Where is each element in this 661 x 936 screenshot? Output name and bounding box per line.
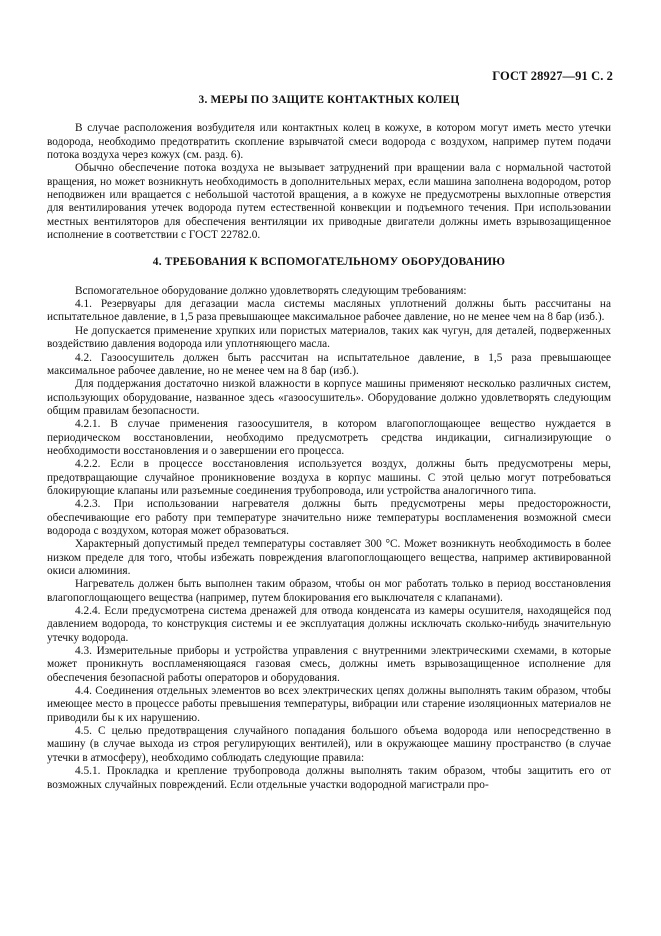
- paragraph: 4.3. Измерительные приборы и устройства управления с внутренними электрическими схемами, в которые может проникнуть воспламеняющаяся газовая смесь, должны иметь взрывозащищенное исполнение для обеспечения безопасной работы операторов и оборудования.: [47, 645, 611, 684]
- paragraph: 4.4. Соединения отдельных элементов во всех электрических цепях должны выполнять таким образом, чтобы имеющее место в процессе работы превышения температуры, вибрации или старение изоляционных материалов не приводили бы к их нарушению.: [47, 685, 611, 724]
- paragraph: 4.1. Резервуары для дегазации масла системы масляных уплотнений должны быть рассчитаны на испытательное давление, в 1,5 раза превышающее максимальное рабочее давление, но не менее чем на 8 бар (изб.).: [47, 298, 611, 324]
- paragraph: Обычно обеспечение потока воздуха не вызывает затруднений при вращении вала с нормальной частотой вращения, но может возникнуть необходимость в дополнительных мерах, если машина заполнена водородом, ротор неподвижен или вращается с небольшой частотой вращения, а в кожухе не предусмотрены выхлопные отверстия для вентилирования утечек водорода путем естественной конвекции и подъемного течения. При использовании местных вентиляторов для обеспечения вентиляции их приводные двигатели должны иметь взрывозащищенное исполнение в соответствии с ГОСТ 22782.0.: [47, 162, 611, 242]
- paragraph: 4.2.3. При использовании нагревателя должны быть предусмотрены меры предосторожности, обеспечивающие его работу при температуре значительно ниже температуры воспламенения возможной смеси водорода с воздухом, которая может образоваться.: [47, 498, 611, 537]
- paragraph: Вспомогательное оборудование должно удовлетворять следующим требованиям:: [75, 284, 467, 297]
- paragraph: 4.2.2. Если в процессе восстановления используется воздух, должны быть предусмотрены меры, предотвращающие случайное проникновение воздуха в корпус машины. С этой целью могут потребоваться блокирующие клапаны или разъемные соединения трубопровода, или устройства аналогичного типа.: [47, 458, 611, 497]
- running-header: ГОСТ 28927—91 С. 2: [492, 69, 613, 83]
- section-4-title: 4. ТРЕБОВАНИЯ К ВСПОМОГАТЕЛЬНОМУ ОБОРУДОВАНИЮ: [152, 256, 506, 269]
- paragraph: Не допускается применение хрупких или пористых материалов, таких как чугун, для деталей, подверженных воздействию давления водорода или уплотняющего масла.: [47, 324, 611, 351]
- paragraph: 4.2.4. Если предусмотрена система дренажей для отвода конденсата из камеры осушителя, находящейся под давлением водорода, то конструкция системы и ее эксплуатация должны исключать сколько-нибудь значительную утечку водорода.: [47, 605, 611, 644]
- paragraph: В случае расположения возбудителя или контактных колец в кожухе, в котором могут иметь место утечки водорода, необходимо предотвратить скопление взрывчатой смеси водорода с воздухом, например путем подачи потока воздуха через кожух (см. разд. 6).: [47, 122, 611, 162]
- paragraph: Характерный допустимый предел температуры составляет 300 °С. Может возникнуть необходимость в более низком пределе для того, чтобы избежать повреждения влагопоглощающего вещества, например активированной окиси алюминия.: [47, 538, 611, 577]
- section-3-title: 3. МЕРЫ ПО ЗАЩИТЕ КОНТАКТНЫХ КОЛЕЦ: [198, 94, 460, 106]
- paragraph: 4.5.1. Прокладка и крепление трубопровода должны выполнять таким образом, чтобы защитить его от возможных случайных повреждений. Если отдельные участки водородной магистрали про-: [47, 765, 611, 791]
- paragraph: 4.2.1. В случае применения газоосушителя, в котором влагопоглощающее вещество нуждается в периодическом восстановлении, необходимо предусмотреть средства индикации, сигнализирующие о необходимости восстановления и о завершении его процесса.: [47, 418, 611, 457]
- paragraph: 4.2. Газоосушитель должен быть рассчитан на испытательное давление, в 1,5 раза превышающее максимальное рабочее давление, но не менее чем на 8 бар (изб.).: [47, 351, 611, 377]
- paragraph: Для поддержания достаточно низкой влажности в корпусе машины применяют несколько различных систем, использующих оборудование, названное здесь «газоосушитель». Оборудование должно удовлетворять следующим общим правилам безопасности.: [47, 378, 611, 417]
- paragraph: 4.5. С целью предотвращения случайного попадания большого объема водорода или непосредственно в машину (в случае выхода из строя регулирующих вентилей), или в окружающее машину пространство (в случае утечки в атмосферу), необходимо соблюдать следующие правила:: [47, 725, 611, 764]
- paragraph: Нагреватель должен быть выполнен таким образом, чтобы он мог работать только в период восстановления влагопоглощающего вещества (например, путем блокирования его выключателя с клапанами).: [47, 578, 611, 604]
- document-body: [47, 94, 611, 792]
